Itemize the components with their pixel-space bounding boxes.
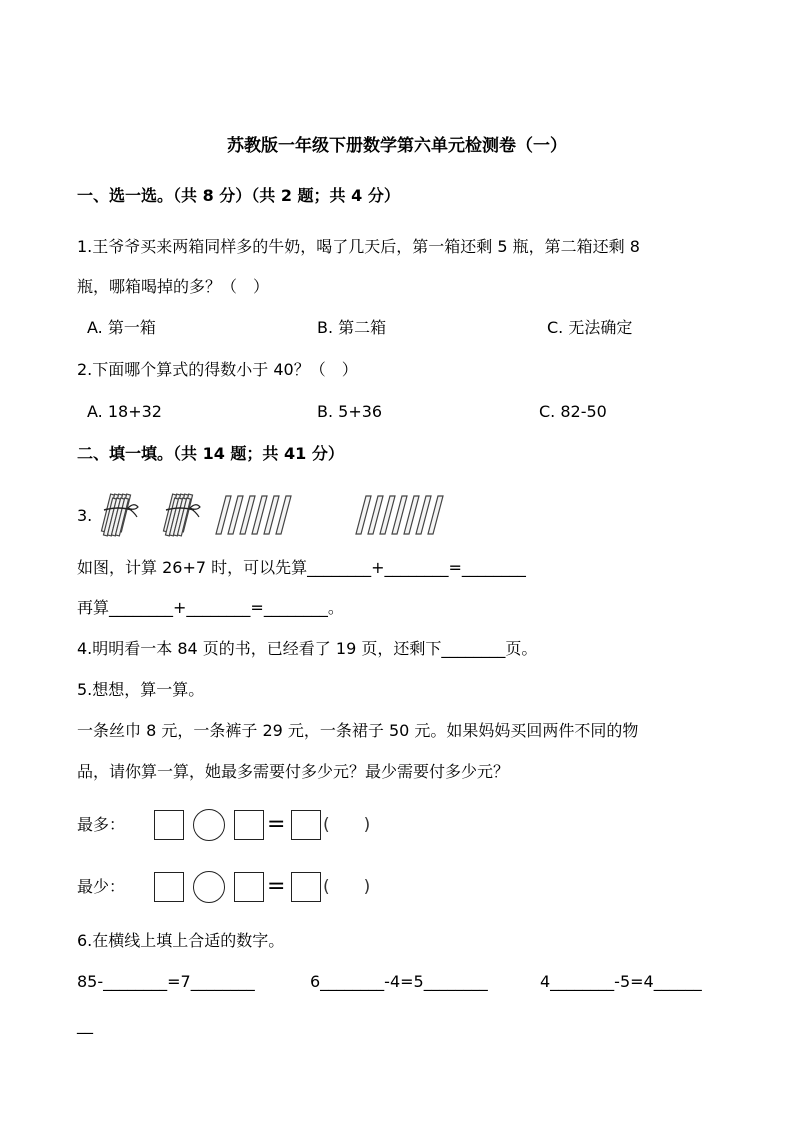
q6-item-3-overflow: __ <box>77 1015 93 1034</box>
q1-text-line1: 1.王爷爷买来两箱同样多的牛奶，喝了几天后，第一箱还剩 5 瓶，第二箱还剩 8 <box>77 237 640 256</box>
q5-least-operator-circle[interactable] <box>193 871 225 903</box>
q5-least-unit-paren[interactable]: ( ) <box>323 877 371 897</box>
q5-most-box-1[interactable] <box>154 810 184 840</box>
q3-text-line2: 再算________+________=________。 <box>77 598 344 617</box>
q5-most-equals: = <box>267 812 286 837</box>
q5-most-operator-circle[interactable] <box>193 809 225 841</box>
q2-option-b[interactable]: B. 5+36 <box>317 402 383 421</box>
page-title: 苏教版一年级下册数学第六单元检测卷（一） <box>227 136 567 156</box>
stick-icon <box>228 496 243 534</box>
q5-most-box-3[interactable] <box>291 810 321 840</box>
q4-text: 4.明明看一本 84 页的书，已经看了 19 页，还剩下________页。 <box>77 639 538 658</box>
stick-icon <box>368 496 383 534</box>
stick-icon <box>216 496 231 534</box>
stick-bundle-2-icon <box>160 490 202 538</box>
stick-icon <box>380 496 395 534</box>
q6-title: 6.在横线上填上合适的数字。 <box>77 931 285 950</box>
q6-item-2[interactable]: 6________-4=5________ <box>310 972 488 991</box>
q1-option-a[interactable]: A. 第一箱 <box>87 318 156 337</box>
q1-option-c[interactable]: C. 无法确定 <box>547 318 633 337</box>
q6-item-3[interactable]: 4________-5=4______ <box>540 972 702 991</box>
q1-text-line2: 瓶，哪箱喝掉的多？（ ） <box>77 277 270 296</box>
q5-most-box-2[interactable] <box>234 810 264 840</box>
q2-option-a[interactable]: A. 18+32 <box>87 402 162 421</box>
q3-number: 3. <box>77 506 93 525</box>
stick-icon <box>252 496 267 534</box>
q5-text-line2: 品，请你算一算，她最多需要付多少元？最少需要付多少元？ <box>77 762 510 781</box>
stick-icon <box>392 496 407 534</box>
stick-icon <box>276 496 291 534</box>
loose-sticks-right-icon <box>352 494 444 538</box>
stick-icon <box>416 496 431 534</box>
q5-least-equals: = <box>267 874 286 899</box>
loose-sticks-left-icon <box>212 494 292 538</box>
stick-icon <box>264 496 279 534</box>
stick-bundle-1-icon <box>98 490 140 538</box>
q5-most-unit-paren[interactable]: ( ) <box>323 815 371 835</box>
q5-least-box-1[interactable] <box>154 872 184 902</box>
stick-icon <box>404 496 419 534</box>
q5-least-label: 最少： <box>77 877 126 896</box>
q3-text-line1: 如图，计算 26+7 时，可以先算________+________=________ <box>77 558 526 577</box>
q2-text: 2.下面哪个算式的得数小于 40？（ ） <box>77 360 358 379</box>
q5-least-box-3[interactable] <box>291 872 321 902</box>
stick-icon <box>356 496 371 534</box>
q5-title: 5.想想，算一算。 <box>77 680 205 699</box>
q5-most-label: 最多： <box>77 815 126 834</box>
q1-option-b[interactable]: B. 第二箱 <box>317 318 387 337</box>
stick-icon <box>240 496 255 534</box>
q2-option-c[interactable]: C. 82-50 <box>539 402 607 421</box>
section-1-heading: 一、选一选。（共 8 分）（共 2 题；共 4 分） <box>77 186 400 205</box>
q5-least-box-2[interactable] <box>234 872 264 902</box>
q5-text-line1: 一条丝巾 8 元，一条裤子 29 元，一条裙子 50 元。如果妈妈买回两件不同的物 <box>77 721 639 740</box>
stick-icon <box>428 496 443 534</box>
q6-item-1[interactable]: 85-________=7________ <box>77 972 255 991</box>
section-2-heading: 二、填一填。（共 14 题；共 41 分） <box>77 444 344 463</box>
